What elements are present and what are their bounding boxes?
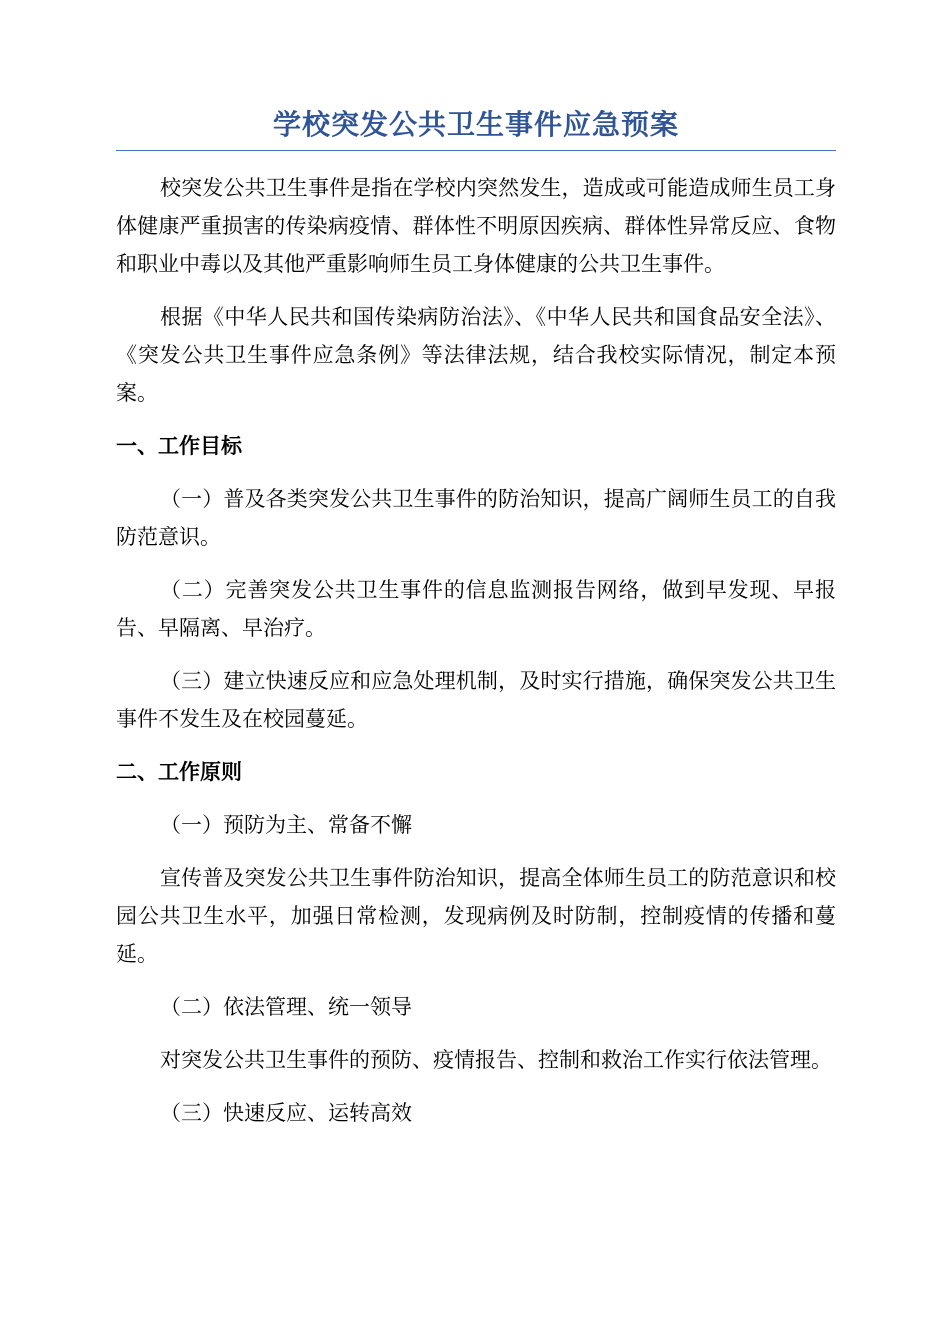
goal-item-1: （一）普及各类突发公共卫生事件的防治知识，提高广阔师生员工的自我防范意识。 (116, 487, 836, 549)
section-heading-principles: 二、工作原则 (116, 759, 242, 784)
principle-body-2: 对突发公共卫生事件的预防、疫情报告、控制和救治工作实行依法管理。 (160, 1048, 832, 1072)
principle-body-1: 宣传普及突发公共卫生事件防治知识，提高全体师生员工的防范意识和校园公共卫生水平，加强日常检测，发现病例及时防制，控制疫情的传播和蔓延。 (116, 866, 836, 966)
goal-item-2: （二）完善突发公共卫生事件的信息监测报告网络，做到早发现、早报告、早隔离、早治疗。 (116, 578, 836, 640)
document-title: 学校突发公共卫生事件应急预案 (116, 106, 836, 151)
intro-paragraph-1: 校突发公共卫生事件是指在学校内突然发生，造成或可能造成师生员工身体健康严重损害的传染病疫情、群体性不明原因疾病、群体性异常反应、食物和职业中毒以及其他严重影响师生员工身体健康的公共卫生事件。 (116, 176, 836, 276)
intro-paragraph-2: 根据《中华人民共和国传染病防治法》、《中华人民共和国食品安全法》、《突发公共卫生事件应急条例》等法律法规，结合我校实际情况，制定本预案。 (116, 305, 836, 405)
section-heading-goals: 一、工作目标 (116, 433, 242, 458)
principle-title-3: （三）快速反应、运转高效 (160, 1101, 412, 1125)
principle-title-2: （二）依法管理、统一领导 (160, 995, 412, 1019)
document-page (116, 106, 836, 1132)
goal-item-3: （三）建立快速反应和应急处理机制，及时实行措施，确保突发公共卫生事件不发生及在校园蔓延。 (116, 669, 836, 731)
principle-title-1: （一）预防为主、常备不懈 (160, 813, 412, 837)
